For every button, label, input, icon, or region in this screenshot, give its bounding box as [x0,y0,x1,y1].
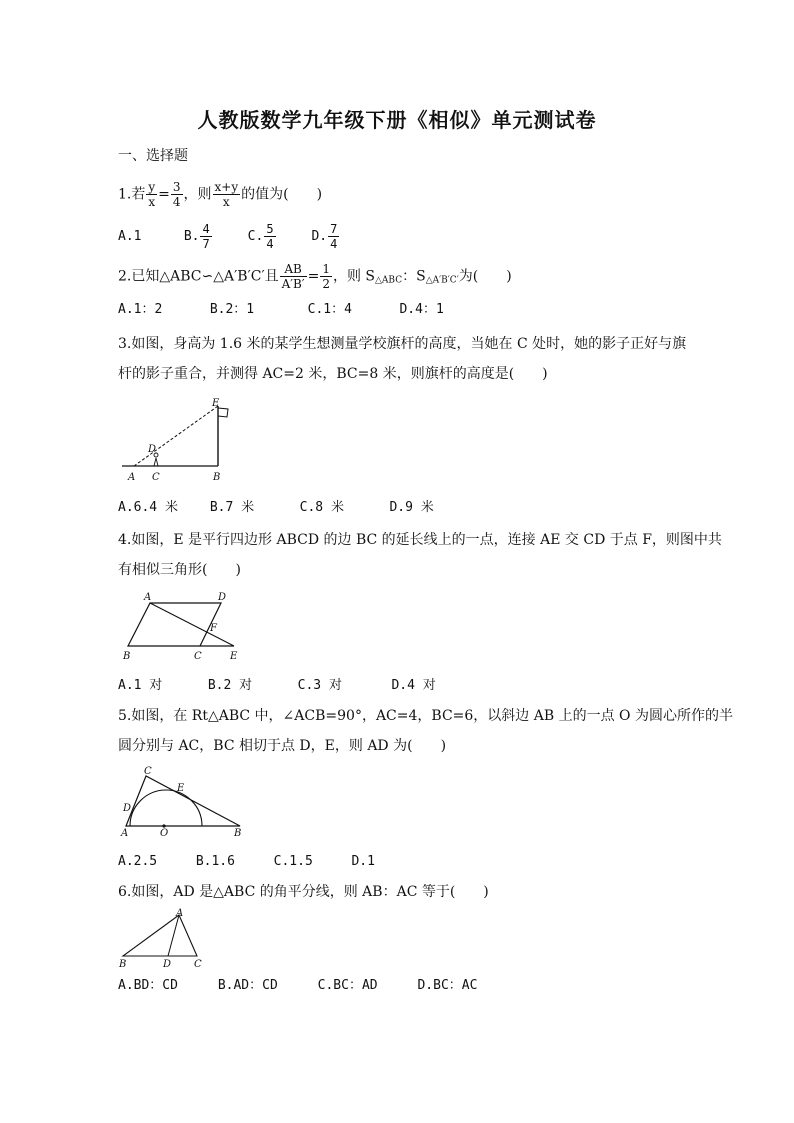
q4-option-b[interactable]: B.2 对 [207,678,253,693]
q4-options [118,676,436,696]
q1-fraction-xy-over-x: $\frac{x+y}{x}$ [214,180,239,209]
q4-option-a[interactable]: A.1 对 [118,678,163,693]
q3-label-d: D [148,444,157,455]
q1-option-d[interactable]: D. $\frac{7}{4}$ [311,222,338,251]
question-3-line-2: 杆的影子重合，并测得 AC=2 米，BC=8 米，则旗杆的高度是( ) [118,366,548,382]
q6-angle-bisector-diagram [118,908,208,970]
q5-semicircle-diagram [118,764,248,840]
q3-flagpole-diagram [118,398,238,484]
q5-label-a: A [121,828,129,839]
q6-option-c[interactable]: C.BC：AD [317,978,378,993]
q3-label-c: C [152,472,160,483]
q6-label-c: C [194,959,202,970]
q3-options [118,498,434,518]
q5-semicircle [130,790,202,826]
q1-option-c[interactable]: C. $\frac{5}{4}$ [247,222,274,251]
section-heading: 一、选择题 [118,148,188,164]
q1-equals: = [158,186,170,203]
q5-options [118,852,375,872]
q4-label-b: B [123,651,131,662]
q2-option-a[interactable]: A.1：2 [118,302,163,317]
q6-option-d[interactable]: D.BC：AC [417,978,478,993]
q2-equals: = [307,268,320,285]
q2-option-b[interactable]: B.2：1 [209,302,255,317]
q2-mid-text: ，则 S [332,268,375,285]
q1-suffix: 的值为( ) [241,186,323,203]
q3-label-e: E [212,398,220,409]
q4-segment-ae [150,603,234,646]
q4-label-e: E [230,651,238,662]
q1-fraction-3-over-4: $\frac{3}{4}$ [172,180,181,209]
q5-label-b: B [234,828,242,839]
q3-label-b: B [213,472,221,483]
q6-label-a: A [176,908,184,919]
q3-option-d[interactable]: D.9 米 [389,500,434,515]
q2-suffix: 为( ) [458,268,512,285]
q6-bisector-ad [168,915,179,956]
q4-label-d: D [218,592,227,603]
q2-option-c[interactable]: C.1：4 [307,302,352,317]
q5-label-o: O [160,828,169,839]
question-5-line-1: 5.如图，在 Rt△ABC 中，∠ACB=90°，AC=4，BC=6，以斜边 AB 上的一点 O 为圆心所作的半 [118,708,733,724]
q3-student-body [154,458,158,466]
q1-option-a[interactable]: A.1 [118,229,142,244]
q1-options [118,222,340,251]
q4-option-d[interactable]: D.4 对 [391,678,436,693]
q4-parallelogram-diagram [118,590,248,662]
q6-option-b[interactable]: B.AD：CD [217,978,278,993]
q5-label-e: E [177,783,185,794]
q6-label-d: D [163,959,172,970]
q5-label-c: C [144,766,152,777]
q4-label-f: F [210,623,217,634]
q4-label-a: A [144,592,152,603]
q1-mid-text: ，则 [183,186,212,203]
q2-option-d[interactable]: D.4：1 [399,302,444,317]
q3-flag [218,408,228,417]
question-6-line-1: 6.如图，AD 是△ABC 的角平分线，则 AB：AC 等于( ) [118,884,489,900]
q2-colon: ：S [402,268,426,285]
q5-option-a[interactable]: A.2.5 [118,854,158,869]
q1-fraction-y-over-x: $\frac{y}{x}$ [148,180,156,209]
q5-option-b[interactable]: B.1.6 [195,854,235,869]
q3-option-a[interactable]: A.6.4 米 [118,500,178,515]
q5-option-d[interactable]: D.1 [351,854,375,869]
page-title: 人教版数学九年级下册《相似》单元测试卷 [197,108,597,132]
q2-fraction-ab-over-a1b1: $\frac{AB}{A'B'}$ [281,262,305,291]
q3-option-c[interactable]: C.8 米 [299,500,344,515]
q2-subscript-abc: △ABC [375,275,403,286]
q1-prefix: 1.若 [118,186,146,203]
q5-option-c[interactable]: C.1.5 [273,854,313,869]
q6-option-a[interactable]: A.BD：CD [118,978,178,993]
q3-option-b[interactable]: B.7 米 [209,500,255,515]
question-1 [118,180,322,209]
q2-fraction-1-over-2: $\frac{1}{2}$ [322,262,330,291]
q2-subscript-a1b1c1: △A′B′C′ [425,275,459,286]
q2-options [118,300,444,320]
question-3-line-1: 3.如图，身高为 1.6 米的某学生想测量学校旗杆的高度，当她在 C 处时，她的影子正好与旗 [118,336,687,352]
q3-sight-line [134,406,218,466]
q4-parallelogram [128,603,221,646]
q5-label-d: D [123,803,132,814]
question-5-line-2: 圆分别与 AC，BC 相切于点 D，E，则 AD 为( ) [118,738,447,754]
q4-label-c: C [194,651,202,662]
q6-label-b: B [119,959,127,970]
q3-label-a: A [128,472,136,483]
question-4-line-1: 4.如图，E 是平行四边形 ABCD 的边 BC 的延长线上的一点，连接 AE 交 CD 于点 F，则图中共 [118,532,722,548]
question-4-line-2: 有相似三角形( ) [118,562,241,578]
q6-options [118,976,477,996]
q2-prefix: 2.已知△ABC∽△A′B′C′且 [118,268,279,285]
q1-option-b[interactable]: B. $\frac{4}{7}$ [183,222,210,251]
question-2 [118,262,512,291]
q6-triangle-abc [123,915,197,956]
q4-option-c[interactable]: C.3 对 [297,678,342,693]
